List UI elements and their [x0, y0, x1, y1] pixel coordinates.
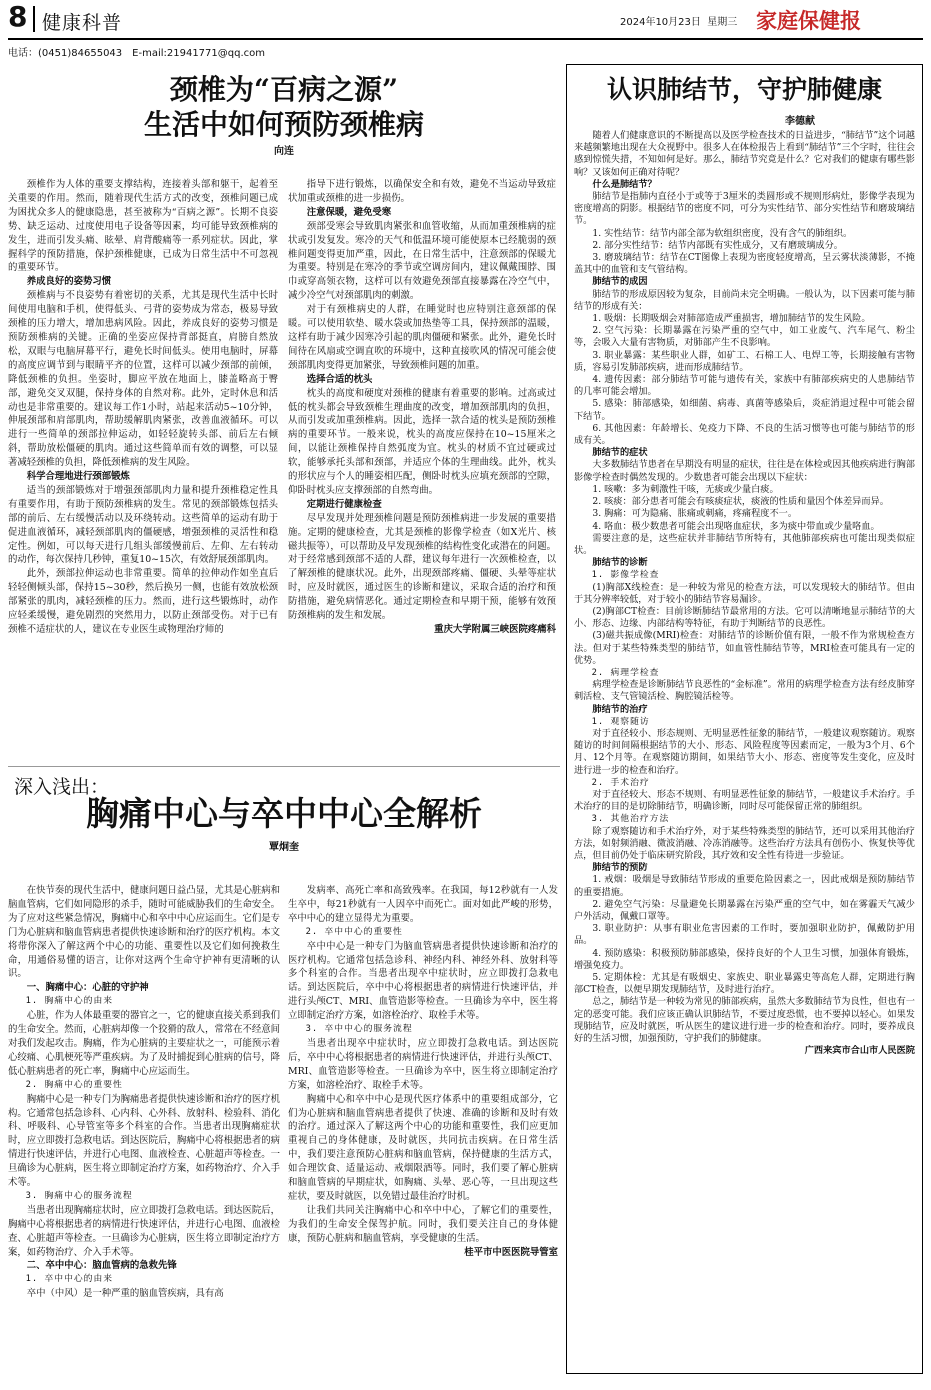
article-title: 胸痛中心与卒中中心全解析	[86, 794, 482, 833]
numbered-subheading: 1. 卒中中心的由来	[25, 1274, 114, 1285]
paragraph: 除了观察随访和手术治疗外，对于某些特殊类型的肺结节，还可以采用其他治疗方法，如射频消融、微波消融、冷冻消融等。这些治疗方法具有创伤小、恢复快等优点，但目前仍处于临床研究阶段，其疗效和安全性有待进一步验证。	[574, 825, 915, 861]
subheading: 定期进行健康检查	[306, 498, 382, 510]
paragraph: 肺结节的形成原因较为复杂，目前尚未完全明确。一般认为，以下因素可能与肺结节的形成有关：	[574, 288, 915, 312]
paragraph: 1. 戒烟：吸烟是导致肺结节形成的重要危险因素之一，因此戒烟是预防肺结节的重要措施。	[574, 874, 915, 898]
paragraph: 2. 避免空气污染：尽量避免长期暴露在污染严重的空气中，如在雾霾天气减少户外活动，佩戴口罩等。	[574, 898, 915, 922]
paragraph: 卒中中心是一种专门为脑血管病患者提供快速诊断和治疗的医疗机构。它通常包括急诊科、神经内科、神经外科、放射科等多个科室的合作。当患者出现卒中症状时，应立即拨打急救电话。到达医院后，卒中中心将根据患者的病情进行快速评估，并进行头颅CT、MRI、血管造影等检查。一旦确诊为卒中，医生将立即制定治疗方案，如溶栓治疗、取栓手术等。	[288, 940, 558, 1022]
affiliation: 广西来宾市合山市人民医院	[804, 1045, 915, 1057]
article-author: 覃炯奎	[269, 842, 299, 853]
subheading: 肺结节的症状	[592, 447, 648, 459]
article-subtitle: 生活中如何预防颈椎病	[143, 108, 424, 141]
paragraph: 肺结节是指肺内直径小于或等于3厘米的类圆形或不规则形病灶，影像学表现为密度增高的阴影。根据结节的密度不同，可分为实性结节、部分实性结节和磨玻璃结节。	[574, 191, 915, 227]
article-column	[288, 884, 558, 1384]
numbered-subheading: 3. 胸痛中心的服务流程	[25, 1190, 133, 1201]
affiliation: 重庆大学附属三峡医院疼痛科	[434, 624, 556, 635]
article-author: 李德献	[785, 116, 815, 127]
paragraph: 卒中（中风）是一种严重的脑血管疾病，具有高	[26, 1288, 224, 1300]
subheading: 肺结节的预防	[592, 862, 648, 874]
numbered-subheading: 3. 其他治疗方法	[591, 814, 670, 825]
numbered-subheading: 1. 影像学检查	[591, 570, 660, 581]
paragraph: 6. 其他因素：年龄增长、免疫力下降、不良的生活习惯等也可能与肺结节的形成有关。	[574, 422, 915, 447]
subheading: 什么是肺结节？	[592, 178, 657, 190]
paragraph: 尽早发现并处理颈椎问题是预防颈椎病进一步发展的重要措施。定期的健康检查，尤其是颈椎的影像学检查（如X光片、核磁共振等），可以帮助及早发现颈椎的结构性变化或潜在的问题。对于经常感到颈部不适的人群，建议每年进行一次颈椎检查，以了解颈椎的健康状况。此外，出现颈部疼痛、僵硬、头晕等症状时，应及时就医，通过医生的诊断和建议，采取合适的治疗和预防措施，避免病情恶化。通过定期检查和早期干预，能够有效预防颈椎病的发生和发展。	[288, 512, 556, 622]
page-number-divider	[33, 6, 35, 32]
paragraph: 让我们共同关注胸痛中心和卒中中心，了解它们的重要性，为我们的生命安全保驾护航。同时，我们要关注自己的身体健康，预防心脏病和脑血管病，享受健康的生活。	[288, 1204, 558, 1244]
paragraph: 总之，肺结节是一种较为常见的肺部疾病，虽然大多数肺结节为良性，但也有一定的恶变可能。我们应该正确认识肺结节，不要过度恐慌，也不要掉以轻心。如果发现肺结节，应及时就医，听从医生的建议进行进一步的检查和治疗。同时，要养成良好的生活习惯，加强预防，守护我们的肺健康。	[574, 996, 915, 1045]
issue-date	[620, 13, 737, 28]
paragraph: 胸痛中心和卒中中心是现代医疗体系中的重要组成部分，它们为心脏病和脑血管病患者提供了快速、准确的诊断和及时有效的治疗。通过深入了解这两个中心的功能和重要性，我们应更加重视自己的身体健康，及时就医，共同抗击疾病。在日常生活中，我们要注意预防心脏病和脑血管病，保持健康的生活方式，如合理饮食、适量运动、戒烟限酒等。同时，我们要了解心脏病和脑血管病的早期症状，如胸痛、头晕、恶心等，一旦出现这些症状，要及时就医，以免错过最佳治疗时机。	[288, 1093, 558, 1202]
section-title: 健康科普	[42, 12, 123, 34]
paragraph: 5. 定期体检：尤其是有吸烟史、家族史、职业暴露史等高危人群，定期进行胸部CT检查，以便早期发现肺结节，及时进行治疗。	[574, 972, 915, 996]
weekday-text: 星期三	[707, 17, 738, 28]
numbered-subheading: 3. 卒中中心的服务流程	[305, 1024, 413, 1035]
paragraph: 3. 磨玻璃结节：结节在CT图像上表现为密度轻度增高，呈云雾状淡薄影，不掩盖其中的血管和支气管结构。	[574, 252, 915, 276]
paper-name: 家庭保健报	[756, 8, 861, 33]
affiliation: 桂平市中医医院导管室	[464, 1246, 558, 1258]
paragraph: 在快节奏的现代生活中，健康问题日益凸显，尤其是心脏病和脑血管病，它们如同隐形的杀手，随时可能威胁我们的生命安全。为了应对这些紧急情况，胸痛中心和卒中中心应运而生。它们是专门为心脏病和脑血管病患者提供快速诊断和治疗的医疗机构。本文将带你深入了解这两个中心的功能、重要性以及它们如何挽救生命，用通俗易懂的语言，让你对这两个生命守护神有更清晰的认识。	[8, 885, 280, 980]
paragraph: 发病率、高死亡率和高致残率。在我国，每12秒就有一人发生卒中，每21秒就有一人因卒中而死亡。面对如此严峻的形势，卒中中心的建立显得尤为重要。	[288, 885, 558, 924]
paragraph: 对于直径较小、形态规则、无明显恶性征象的肺结节，一般建议观察随访。观察随访的时间间隔根据结节的大小、形态、风险程度等因素而定，一般为3个月、6个月、12个月等。在观察随访期间，如果结节大小、形态、密度等发生变化，应及时进行进一步的检查和治疗。	[574, 727, 915, 776]
subheading: 二、卒中中心：脑血管病的急救先锋	[26, 1260, 177, 1272]
numbered-subheading: 2. 病理学检查	[591, 667, 660, 678]
page-header	[0, 0, 931, 42]
paragraph: 胸痛中心是一种专门为胸痛患者提供快速诊断和治疗的医疗机构。它通常包括急诊科、心内科、心外科、放射科、检验科、消化科、呼吸科、心导管室等多个科室的合作。当患者出现胸痛症状时，应立即拨打急救电话。到达医院后，胸痛中心将根据患者的病情进行快速评估，并进行心电图、血液检查、心脏超声等检查。一旦确诊为心脏病，医生将立即制定治疗方案，如药物治疗、介入手术等。	[8, 1093, 280, 1189]
paragraph: 大多数肺结节患者在早期没有明显的症状，往往是在体检或因其他疾病进行胸部影像学检查时偶然发现的。少数患者可能会出现以下症状：	[574, 459, 915, 483]
paragraph: 颈椎病与不良姿势有着密切的关系，尤其是现代生活中长时间使用电脑和手机，使得低头、弓背的姿势成为常态，极易导致颈椎的压力增大，增加患病风险。因此，养成良好的姿势习惯是预防颈椎病的关键。正确的坐姿应保持背部挺直，肩膀自然放松，双眼与电脑屏幕平行，避免长时间低头。使用电脑时，屏幕的高度应调节到与眼睛平齐的位置，这样可以减少颈部的前倾，降低颈椎的负担。坐姿时，脚应平放在地面上，膝盖略高于臀部，避免交叉双腿，保持身体的自然对称。此外，定时休息和活动也是非常重要的。建议每工作1小时，站起来活动5~10分钟，伸展颈部和肩部肌肉，帮助缓解肌肉紧张，改善血液循环。可以进行一些简单的颈部拉伸运动，如轻轻旋转头部、前后左右倾斜，帮助放松僵硬的肌肉。通过这些简单而有效的调整，可以显著减轻颈椎的负担，降低颈椎病的发生风险。	[8, 290, 278, 469]
paragraph: 1. 咳嗽：多为刺激性干咳，无痰或少量白痰。	[592, 483, 779, 495]
paragraph: 需要注意的是，这些症状并非肺结节所特有，其他肺部疾病也可能出现类似症状。	[574, 532, 915, 556]
paragraph: 颈部受寒会导致肌肉紧张和血管收缩，从而加重颈椎病的症状或引发复发。寒冷的天气和低温环境可能使原本已经脆弱的颈椎问题变得更加严重，因此，在日常生活中，注意颈部的保暖尤为重要。特别是在寒冷的季节或空调房间内，建议佩戴围脖、围巾或穿高领衣物，这样可以有效避免颈部直接暴露在冷空气中，减少冷空气对颈部肌肉的刺激。	[288, 220, 556, 302]
paragraph: 5. 感染：肺部感染，如细菌、病毒、真菌等感染后，炎症消退过程中可能会留下结节。	[574, 398, 915, 422]
paragraph: 颈椎作为人体的重要支撑结构，连接着头部和躯干，起着至关重要的作用。然而，随着现代生活方式的改变，颈椎问题已成为困扰众多人的健康隐患，甚至被称为“百病之源”。长期不良姿势、缺乏运动、过度使用电子设备等因素，均可能导致颈椎病的发生，进而引发头痛、眩晕、肩背酸痛等一系列症状。因此，掌握科学的预防措施，保护颈椎健康，已成为日常生活中不可忽视的重要环节。	[8, 179, 278, 274]
subheading: 肺结节的治疗	[592, 703, 648, 715]
paragraph: 3. 职业暴露：某些职业人群，如矿工、石棉工人、电焊工等，长期接触有害物质，容易引发肺部疾病，进而形成肺结节。	[574, 349, 915, 373]
paragraph: (2)胸部CT检查：目前诊断肺结节最常用的方法。它可以清晰地显示肺结节的大小、形态、边缘、内部结构等特征，有助于判断结节的良恶性。	[574, 605, 915, 630]
page-number: 8	[8, 0, 28, 33]
article-centers	[8, 772, 560, 872]
subheading: 注意保暖，避免受寒	[306, 206, 392, 218]
article-title: 认识肺结节，守护肺健康	[606, 75, 882, 104]
article-column	[288, 178, 556, 748]
numbered-subheading: 2. 胸痛中心的重要性	[25, 1079, 123, 1090]
contact-line: 电话：(0451)84655043 E-mail:21941771@qq.com	[8, 48, 266, 59]
article-kicker: 深入浅出：	[14, 776, 110, 798]
paragraph: 4. 预防感染：积极预防肺部感染，保持良好的个人卫生习惯，加强体育锻炼，增强免疫力。	[574, 947, 915, 971]
header-rule	[8, 38, 923, 40]
paragraph: 当患者出现卒中症状时，应立即拨打急救电话。到达医院后，卒中中心将根据患者的病情进行快速评估，并进行头颅CT、MRI、血管造影等检查。一旦确诊为卒中，医生将立即制定治疗方案，如溶栓治疗、取栓手术等。	[288, 1037, 558, 1091]
paragraph: 3. 胸痛：可为隐痛、胀痛或刺痛，疼痛程度不一。	[592, 508, 798, 520]
numbered-subheading: 1. 观察随访	[591, 716, 650, 727]
paragraph: 心脏，作为人体最重要的器官之一，它的健康直接关系到我们的生命安全。然而，心脏病却像一个狡猾的敌人，常常在不经意间对我们发起攻击。胸痛，作为心脏病的主要症状之一，可能预示着心绞痛、心肌梗死等严重疾病。为了及时捕捉到心脏病的信号，降低心脏病患者的死亡率，胸痛中心应运而生。	[8, 1010, 280, 1077]
subheading: 选择合适的枕头	[306, 373, 373, 385]
numbered-subheading: 1. 胸痛中心的由来	[25, 996, 114, 1007]
paragraph: 4. 遗传因素：部分肺结节可能与遗传有关，家族中有肺部疾病史的人患肺结节的几率可能会增加。	[574, 374, 915, 398]
paragraph: 1. 实性结节：结节内部全部为软组织密度，没有含气的肺组织。	[592, 227, 853, 239]
paragraph: (1)胸部X线检查：是一种较为常见的检查方法，可以发现较大的肺结节。但由于其分辨率较低，对于较小的肺结节容易漏诊。	[574, 581, 915, 605]
article-column	[8, 884, 280, 1384]
article-title: 颈椎为“百病之源”	[169, 73, 399, 106]
paragraph: 对于直径较大、形态不规则、有明显恶性征象的肺结节，一般建议手术治疗。手术治疗的目的是切除肺结节，明确诊断，同时尽可能保留正常的肺组织。	[574, 788, 915, 813]
paragraph: 此外，颈部拉伸运动也非常重要。简单的拉伸动作如坐直后轻轻侧倾头部，保持15~30秒，然后换另一侧，也能有效放松颈部紧张的肌肉，减轻颈椎的压力。然而，进行这些锻炼时，动作应轻柔缓慢，避免剧烈的突然用力，以防止颈部受伤。对于已有颈椎不适症状的人，建议在专业医生或物理治疗师的	[8, 568, 278, 635]
paragraph: 指导下进行锻炼，以确保安全和有效，避免不当运动导致症状加重或颈椎的进一步损伤。	[288, 179, 556, 204]
date-text: 2024年10月23日	[620, 17, 701, 28]
paragraph: 病理学检查是诊断肺结节良恶性的“金标准”。常用的病理学检查方法有经皮肺穿刺活检、支气管镜活检、胸腔镜活检等。	[574, 679, 915, 703]
paragraph: 2. 咳痰：部分患者可能会有咳痰症状，痰液的性质和量因个体差异而异。	[592, 496, 889, 508]
paragraph: 2. 部分实性结节：结节内部既有实性成分，又有磨玻璃成分。	[592, 239, 843, 251]
paragraph: 2. 空气污染：长期暴露在污染严重的空气中，如工业废气、汽车尾气、粉尘等，会吸入大量有害物质，对肺部产生不良影响。	[574, 325, 915, 349]
numbered-subheading: 2. 手术治疗	[591, 777, 650, 788]
paragraph: 4. 咯血：极少数患者可能会出现咯血症状，多为痰中带血或少量咯血。	[592, 520, 880, 532]
paragraph: 适当的颈部锻炼对于增强颈部肌肉力量和提升颈椎稳定性具有重要作用，有助于预防颈椎病的发生。常见的颈部锻炼包括头部的前后、左右缓慢活动以及环绕转动。这些简单的运动有助于促进血液循环，减轻颈部肌肉的僵硬感，增强颈椎的灵活性和稳定性。例如，可以每天进行几组头部缓慢前后、左仰、左右转动的动作，每次保持几秒钟，重复10~15次，有效舒展颈部肌肉。	[8, 484, 278, 566]
subheading: 科学合理地进行颈部锻炼	[26, 471, 130, 483]
paragraph: 当患者出现胸痛症状时，应立即拨打急救电话。到达医院后，胸痛中心将根据患者的病情进行快速评估，并进行心电图、血液检查、心脏超声等检查。一旦确诊为心脏病，医生将立即制定治疗方案，如药物治疗、介入手术等。	[8, 1204, 280, 1258]
paragraph: 1. 吸烟：长期吸烟会对肺部造成严重损害，增加肺结节的发生风险。	[592, 313, 871, 325]
subheading: 一、胸痛中心：心脏的守护神	[26, 982, 149, 994]
paragraph: (3)磁共振成像(MRI)检查：对肺结节的诊断价值有限，一般不作为常规检查方法。但对于某些特殊类型的肺结节，如血管性肺结节等，MRI检查可能具有一定的优势。	[574, 630, 915, 666]
numbered-subheading: 2. 卒中中心的重要性	[305, 926, 403, 937]
article-divider	[8, 766, 560, 767]
subheading: 肺结节的成因	[592, 276, 648, 288]
article-column	[574, 130, 915, 1370]
subheading: 养成良好的姿势习惯	[26, 276, 112, 288]
article-column	[8, 178, 278, 748]
paragraph: 枕头的高度和硬度对颈椎的健康有着重要的影响。过高或过低的枕头都会导致颈椎生理曲度的改变，增加颈部肌肉的负担，从而引发或加重颈椎病。因此，选择一款合适的枕头是预防颈椎病的重要环节。一般来说，枕头的高度应保持在10~15厘米之间，以能让颈椎保持自然弧度为宜。枕头的材质不宜过硬或过软，能够承托头部和颈部，并适应个体的生理曲线。此外，枕头的形状应与个人的睡姿相匹配，侧卧时枕头应填充颈部的空隙，仰卧时枕头应支撑颈部的自然弯曲。	[288, 387, 556, 496]
subheading: 肺结节的诊断	[592, 557, 648, 569]
paragraph: 3. 职业防护：从事有职业危害因素的工作时，要加强职业防护，佩戴防护用品。	[574, 923, 915, 947]
paragraph: 对于有颈椎病史的人群，在睡觉时也应特别注意颈部的保暖。可以使用软垫、暖水袋或加热垫等工具，保持颈部的温暖，这样有助于减少因寒冷引起的肌肉僵硬和紧张。此外，避免长时间待在风扇或空调直吹的环境中，这种直接吹风的情况可能会使颈部肌肉变得更加紧张，导致颈椎问题的加重。	[288, 304, 556, 371]
article-author: 向连	[274, 146, 294, 157]
paragraph: 随着人们健康意识的不断提高以及医学检查技术的日益进步，“肺结节”这个词越来越频繁地出现在大众视野中。很多人在体检报告上看到“肺结节”三个字时，往往会感到惊慌失措，不知如何是好。那么，肺结节究竟是什么？它对我们的健康有哪些影响？又该如何正确对待呢？	[574, 130, 915, 178]
